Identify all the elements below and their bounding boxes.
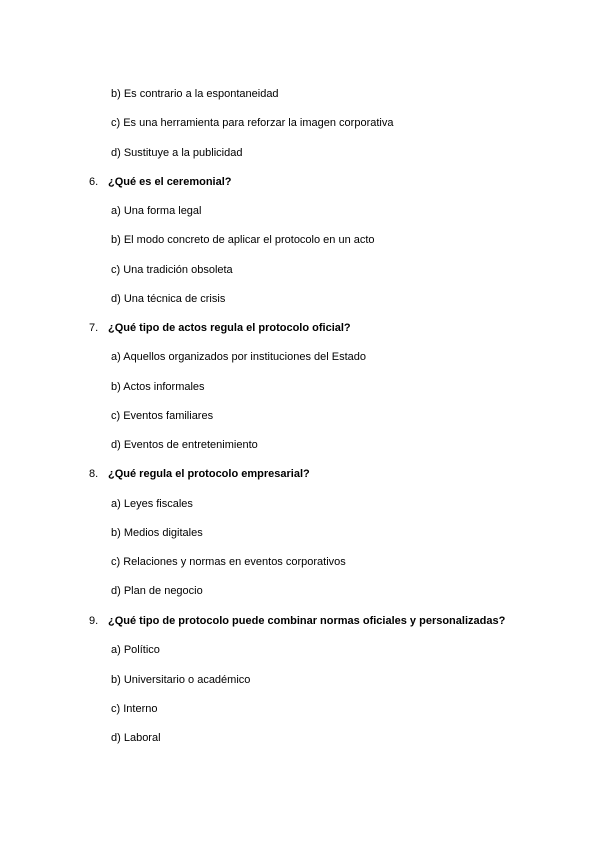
question-7-option-d: d) Eventos de entretenimiento bbox=[111, 439, 258, 451]
question-7-text: ¿Qué tipo de actos regula el protocolo oficial? bbox=[108, 322, 351, 334]
question-8-option-c: c) Relaciones y normas en eventos corporativos bbox=[111, 556, 346, 568]
question-9-option-a: a) Político bbox=[111, 644, 160, 656]
question-6-option-b: b) El modo concreto de aplicar el protocolo en un acto bbox=[111, 234, 375, 246]
question-7-number: 7. bbox=[89, 322, 99, 334]
question-9-option-c: c) Interno bbox=[111, 703, 158, 715]
question-9-text: ¿Qué tipo de protocolo puede combinar normas oficiales y personalizadas? bbox=[108, 615, 506, 627]
option-prev-c: c) Es una herramienta para reforzar la imagen corporativa bbox=[111, 117, 394, 129]
question-6-number: 6. bbox=[89, 176, 99, 188]
question-9-option-d: d) Laboral bbox=[111, 732, 161, 744]
option-prev-d: d) Sustituye a la publicidad bbox=[111, 147, 243, 159]
question-6-option-c: c) Una tradición obsoleta bbox=[111, 264, 233, 276]
question-6-text: ¿Qué es el ceremonial? bbox=[108, 176, 232, 188]
question-7-option-b: b) Actos informales bbox=[111, 381, 205, 393]
option-prev-b: b) Es contrario a la espontaneidad bbox=[111, 88, 279, 100]
question-7-option-c: c) Eventos familiares bbox=[111, 410, 214, 422]
question-8-option-d: d) Plan de negocio bbox=[111, 585, 203, 597]
question-9-number: 9. bbox=[89, 615, 99, 627]
question-8-option-a: a) Leyes fiscales bbox=[111, 498, 193, 510]
question-6-option-d: d) Una técnica de crisis bbox=[111, 293, 226, 305]
question-8-number: 8. bbox=[89, 468, 99, 480]
question-6-option-a: a) Una forma legal bbox=[111, 205, 202, 217]
question-8-option-b: b) Medios digitales bbox=[111, 527, 203, 539]
question-8-text: ¿Qué regula el protocolo empresarial? bbox=[108, 468, 310, 480]
question-9-option-b: b) Universitario o académico bbox=[111, 674, 251, 686]
question-7-option-a: a) Aquellos organizados por instituciones del Estado bbox=[111, 351, 366, 363]
